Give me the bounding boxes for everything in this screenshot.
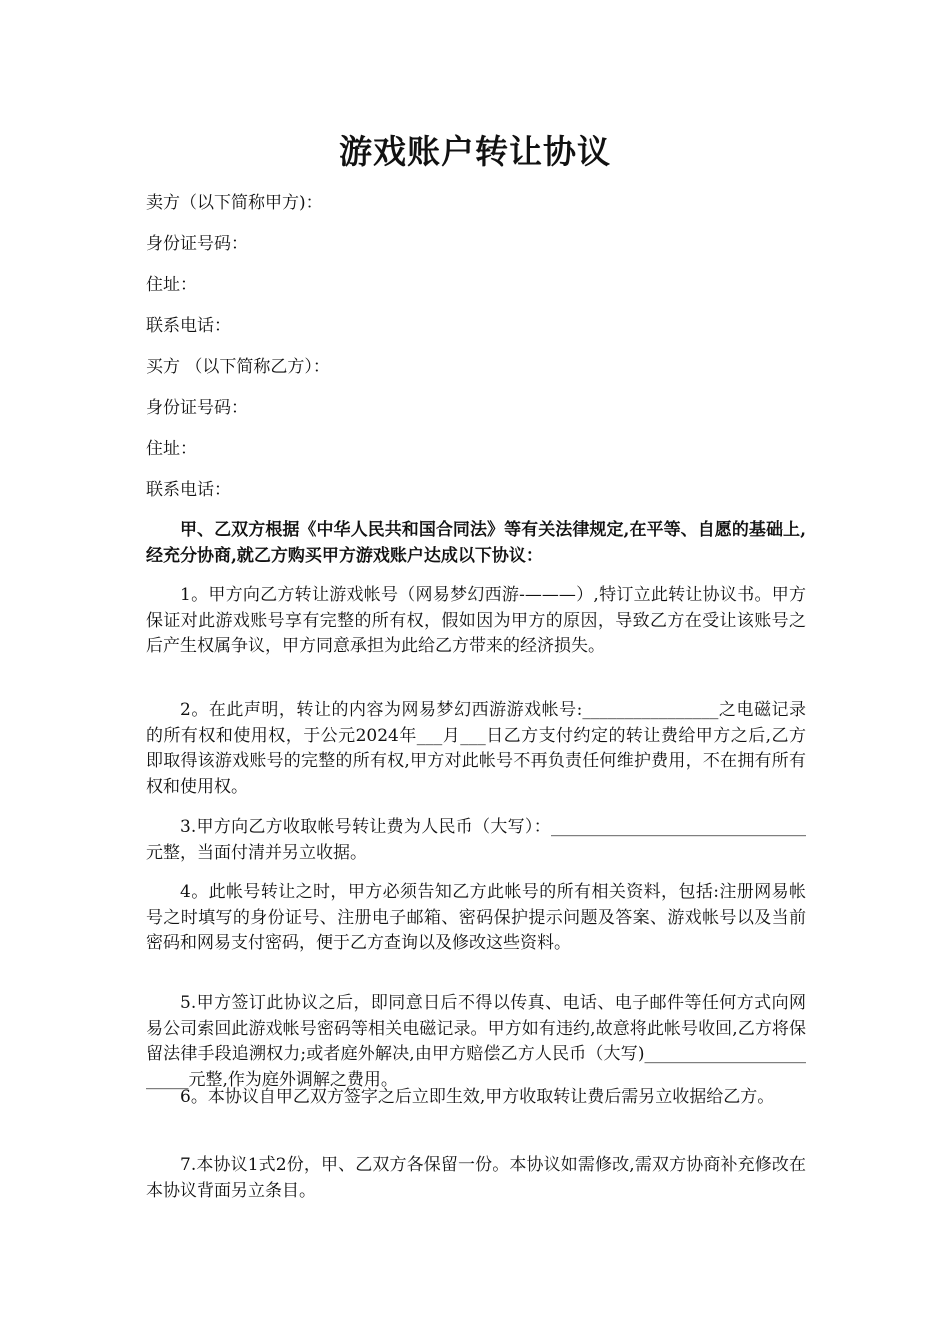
document-title: 游戏账户转让协议 [339,132,611,171]
seller-party-label: 卖方（以下简称甲方)： [146,193,323,213]
clause-1: 1。甲方向乙方转让游戏帐号（网易梦幻西游-———）,特订立此转让协议书。甲方保证对此游戏账号享有完整的所有权，假如因为甲方的原因，导致乙方在受让该账号之后产生权属争议，甲方同意承担为此给乙方带来的经济损失。 [146,585,806,656]
seller-phone-label: 联系电话： [146,316,231,336]
agreement-preamble: 甲、乙双方根据《中华人民共和国合同法》等有关法律规定,在平等、自愿的基础上,经充分协商,就乙方购买甲方游戏账户达成以下协议： [146,520,806,566]
clause-2: 2。在此声明，转让的内容为网易梦幻西游游戏帐号:________________之电磁记录的所有权和使用权，于公元2024年___月___日乙方支付约定的转让费给甲方之后,乙方即取得该游戏账号的完整的所有权,甲方对此帐号不再负责任何维护费用，不在拥有所有权和使用权。 [146,700,806,797]
seller-id-label: 身份证号码： [146,234,248,254]
clause-4: 4。此帐号转让之时，甲方必须告知乙方此帐号的所有相关资料，包括:注册网易帐号之时填写的身份证号、注册电子邮箱、密码保护提示问题及答案、游戏帐号以及当前密码和网易支付密码，便于乙方查询以及修改这些资料。 [146,882,806,953]
clause-6: 6。本协议自甲乙双方签字之后立即生效,甲方收取转让费后需另立收据给乙方。 [180,1087,775,1107]
buyer-id-label: 身份证号码： [146,398,248,418]
clause-5: 5.甲方签订此协议之后，即同意日后不得以传真、电话、电子邮件等任何方式向网易公司索回此游戏帐号密码等相关电磁记录。甲方如有违约,故意将此帐号收回,乙方将保留法律手段追溯权力;或者庭外解决,由甲方赔偿乙方人民币（大写)________________________元整,作为庭外调解之费用。 [146,993,806,1090]
seller-address-label: 住址： [146,275,197,295]
buyer-party-label: 买方 （以下简称乙方）： [146,357,330,377]
clause-3: 3.甲方向乙方收取帐号转让费为人民币（大写）：______________________________元整，当面付清并另立收据。 [146,817,806,863]
buyer-phone-label: 联系电话： [146,480,231,500]
clause-7: 7.本协议1式2份，甲、乙双方各保留一份。本协议如需修改,需双方协商补充修改在本协议背面另立条目。 [146,1155,806,1201]
buyer-address-label: 住址： [146,439,197,459]
